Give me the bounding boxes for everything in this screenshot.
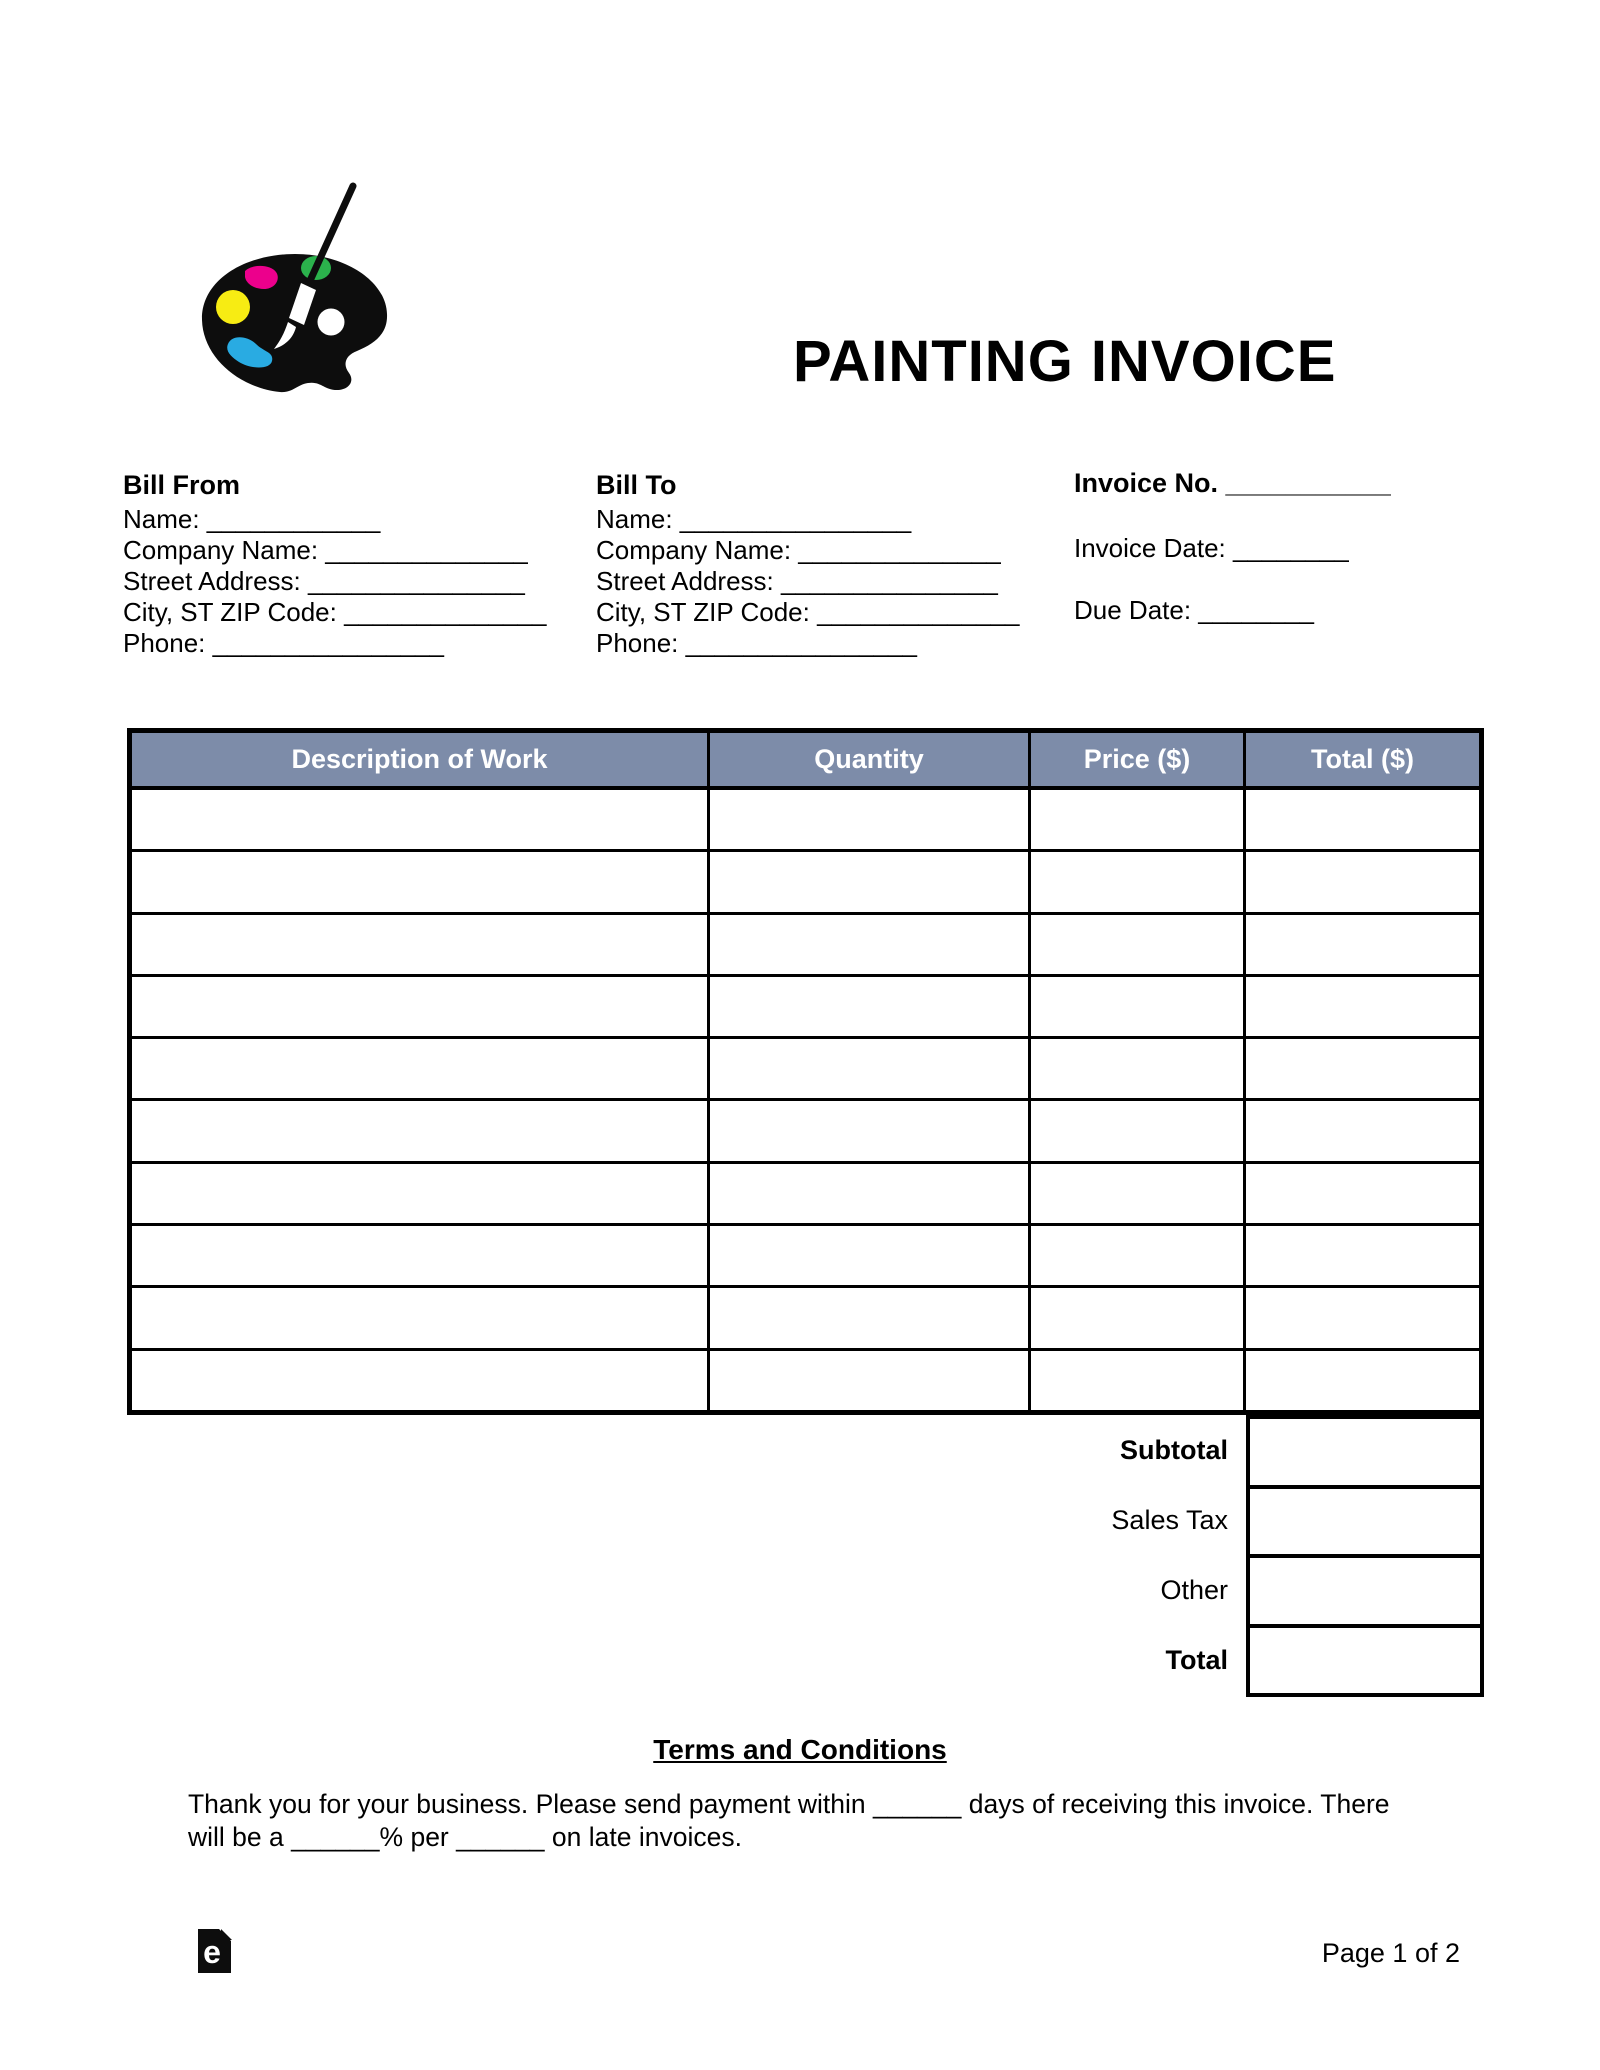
table-cell	[1031, 977, 1246, 1036]
logo-letter-e: e	[203, 1934, 221, 1970]
table-cell	[710, 1351, 1031, 1410]
table-cell	[1031, 1351, 1246, 1410]
other-value-box	[1250, 1558, 1480, 1628]
column-header-quantity: Quantity	[710, 733, 1031, 786]
table-header-row	[132, 733, 1479, 790]
table-body	[132, 790, 1479, 1410]
table-cell	[1031, 1039, 1246, 1098]
table-row	[132, 1101, 1479, 1163]
page-number: Page 1 of 2	[1321, 1938, 1460, 1968]
bill-from-name-line: Name: ____________	[123, 504, 381, 534]
bill-to-heading: Bill To	[596, 470, 677, 500]
bill-from-street-line: Street Address: _______________	[123, 566, 525, 596]
table-cell	[710, 1101, 1031, 1160]
table-cell	[1246, 977, 1479, 1036]
bill-to-name-line: Name: ________________	[596, 504, 912, 534]
bill-to-street-line: Street Address: _______________	[596, 566, 998, 596]
table-cell	[1031, 1226, 1246, 1285]
folded-corner	[221, 1929, 232, 1940]
table-cell	[1246, 1351, 1479, 1410]
table-cell	[132, 1101, 710, 1160]
column-header-price: Price ($)	[1031, 733, 1246, 786]
eforms-document-logo	[197, 1928, 233, 1974]
table-cell	[1031, 852, 1246, 911]
table-row	[132, 790, 1479, 852]
palette-thumb-hole	[318, 309, 345, 336]
line-items-table	[127, 728, 1484, 1415]
bill-from-company-line: Company Name: ______________	[123, 535, 528, 565]
table-cell	[132, 1226, 710, 1285]
bill-to-company-line: Company Name: ______________	[596, 535, 1001, 565]
bill-to-city-line: City, ST ZIP Code: ______________	[596, 597, 1020, 627]
table-cell	[1031, 1164, 1246, 1223]
terms-text-line-1: Thank you for your business. Please send payment within ______ days of receiving this invoice. There	[188, 1789, 1390, 1819]
table-cell	[1246, 1288, 1479, 1347]
table-row	[132, 915, 1479, 977]
bill-from-phone-line: Phone: ________________	[123, 628, 444, 658]
table-row	[132, 1288, 1479, 1350]
bill-to-section	[596, 468, 1066, 659]
subtotal-value-box	[1250, 1419, 1480, 1489]
table-cell	[1031, 915, 1246, 974]
table-cell	[710, 915, 1031, 974]
table-cell	[1246, 1226, 1479, 1285]
table-cell	[1246, 1164, 1479, 1223]
table-cell	[132, 1288, 710, 1347]
table-cell	[132, 915, 710, 974]
subtotal-label: Subtotal	[1120, 1435, 1228, 1465]
total-label: Total	[1165, 1645, 1228, 1675]
terms-heading: Terms and Conditions	[653, 1734, 947, 1765]
column-header-description: Description of Work	[132, 733, 710, 786]
column-header-total: Total ($)	[1246, 733, 1479, 786]
table-cell	[710, 790, 1031, 849]
table-row	[132, 852, 1479, 914]
table-cell	[710, 1164, 1031, 1223]
table-cell	[710, 1288, 1031, 1347]
page-title: PAINTING INVOICE	[793, 329, 1337, 394]
table-row	[132, 977, 1479, 1039]
table-cell	[1246, 790, 1479, 849]
sales-tax-value-box	[1250, 1489, 1480, 1559]
table-row	[132, 1164, 1479, 1226]
table-cell	[710, 852, 1031, 911]
other-label: Other	[1160, 1575, 1228, 1605]
sales-tax-label: Sales Tax	[1111, 1505, 1228, 1535]
table-cell	[710, 977, 1031, 1036]
table-cell	[132, 977, 710, 1036]
table-cell	[1031, 1288, 1246, 1347]
summary-boxes	[1246, 1415, 1484, 1697]
table-cell	[710, 1039, 1031, 1098]
table-cell	[132, 1039, 710, 1098]
total-value-box	[1250, 1628, 1480, 1694]
table-cell	[1246, 1101, 1479, 1160]
table-cell	[1246, 852, 1479, 911]
table-cell	[1031, 1101, 1246, 1160]
invoice-date-line: Invoice Date: ________	[1074, 533, 1349, 563]
terms-text-line-2: will be a ______% per ______ on late invoices.	[188, 1822, 742, 1852]
table-cell	[132, 852, 710, 911]
table-cell	[1031, 790, 1246, 849]
table-cell	[1246, 1039, 1479, 1098]
table-row	[132, 1351, 1479, 1410]
table-cell	[132, 1164, 710, 1223]
bill-from-section	[123, 468, 593, 659]
paint-dab-yellow	[216, 290, 250, 324]
table-cell	[710, 1226, 1031, 1285]
table-row	[132, 1039, 1479, 1101]
due-date-line: Due Date: ________	[1074, 595, 1314, 625]
paint-palette-logo	[190, 176, 402, 400]
invoice-number-line: Invoice No. ___________	[1074, 468, 1391, 498]
table-cell	[132, 790, 710, 849]
bill-from-heading: Bill From	[123, 470, 241, 500]
table-row	[132, 1226, 1479, 1288]
table-cell	[1246, 915, 1479, 974]
bill-from-city-line: City, ST ZIP Code: ______________	[123, 597, 547, 627]
bill-to-phone-line: Phone: ________________	[596, 628, 917, 658]
table-cell	[132, 1351, 710, 1410]
